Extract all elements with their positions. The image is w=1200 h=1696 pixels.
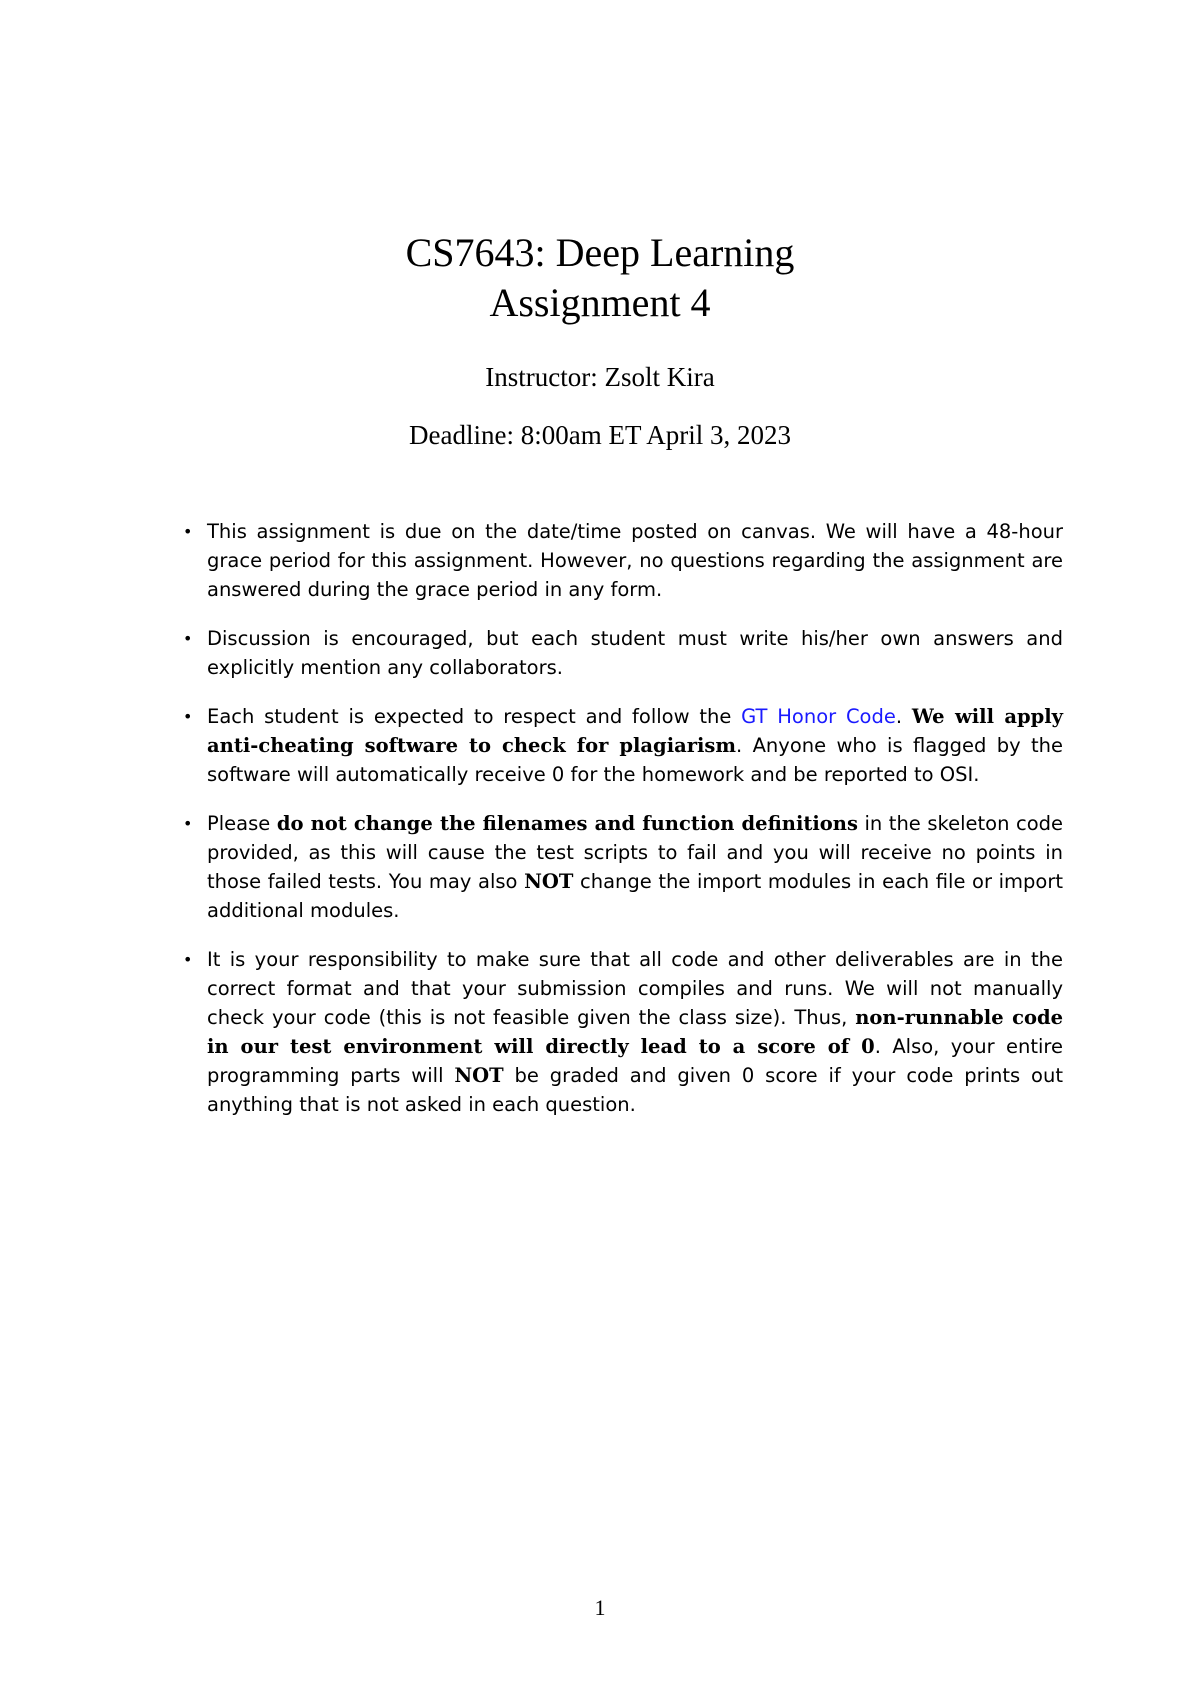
list-item xyxy=(183,624,1063,682)
list-item xyxy=(183,702,1063,789)
instructions-list xyxy=(183,517,1063,1139)
bold-text: We will apply anti-cheating software to check for plagiarism xyxy=(207,705,1063,757)
course-title: CS7643: Deep Learning xyxy=(405,230,795,275)
deadline-line: Deadline: 8:00am ET April 3, 2023 xyxy=(409,420,791,450)
bullet-text: change the import modules in each file or import additional modules. xyxy=(207,870,1063,922)
list-item xyxy=(183,809,1063,925)
page-number: 1 xyxy=(594,1595,606,1620)
assignment-title: Assignment 4 xyxy=(489,280,711,325)
bullet-text: Discussion is encouraged, but each student must write his/her own answers and explicitly mention any collaborators. xyxy=(207,627,1063,679)
instructor-line: Instructor: Zsolt Kira xyxy=(485,362,715,392)
bold-text: non-runnable code in our test environment will directly lead to a score of 0 xyxy=(207,1006,1063,1058)
bullet-icon: • xyxy=(183,814,193,833)
list-item xyxy=(183,517,1063,604)
title-block xyxy=(0,228,1200,328)
bold-text: NOT xyxy=(524,870,574,893)
bullet-text: Each student is expected to respect and follow the xyxy=(207,705,742,728)
bullet-text: Please xyxy=(207,812,277,835)
bullet-icon: • xyxy=(183,522,193,541)
bullet-text: be graded and given 0 score if your code prints out anything that is not asked in each question. xyxy=(207,1064,1063,1116)
bullet-text: . Anyone who is flagged by the software will automatically receive 0 for the homework and be reported to OSI. xyxy=(207,734,1063,786)
bullet-text: . Also, your entire programming parts will xyxy=(207,1035,1063,1087)
bullet-text: in the skeleton code provided, as this will cause the test scripts to fail and you will receive no points in those failed tests. You may also xyxy=(207,812,1064,893)
bullet-text: . xyxy=(895,705,912,728)
bullet-icon: • xyxy=(183,629,193,648)
gt-honor-code-link[interactable]: GT Honor Code xyxy=(741,705,896,728)
list-item xyxy=(183,945,1063,1119)
bullet-icon: • xyxy=(183,950,193,969)
bullet-icon: • xyxy=(183,707,193,726)
bold-text: do not change the filenames and function definitions xyxy=(276,812,858,835)
bold-text: NOT xyxy=(454,1064,504,1087)
bullet-text: It is your responsibility to make sure that all code and other deliverables are in the correct format and that your submission compiles and runs. We will not manually check your code (this is not feasible given the class size). Thus, xyxy=(207,948,1063,1029)
bullet-text: This assignment is due on the date/time posted on canvas. We will have a 48-hour grace period for this assignment. However, no questions regarding the assignment are answered during the grace period in any form. xyxy=(207,520,1063,601)
